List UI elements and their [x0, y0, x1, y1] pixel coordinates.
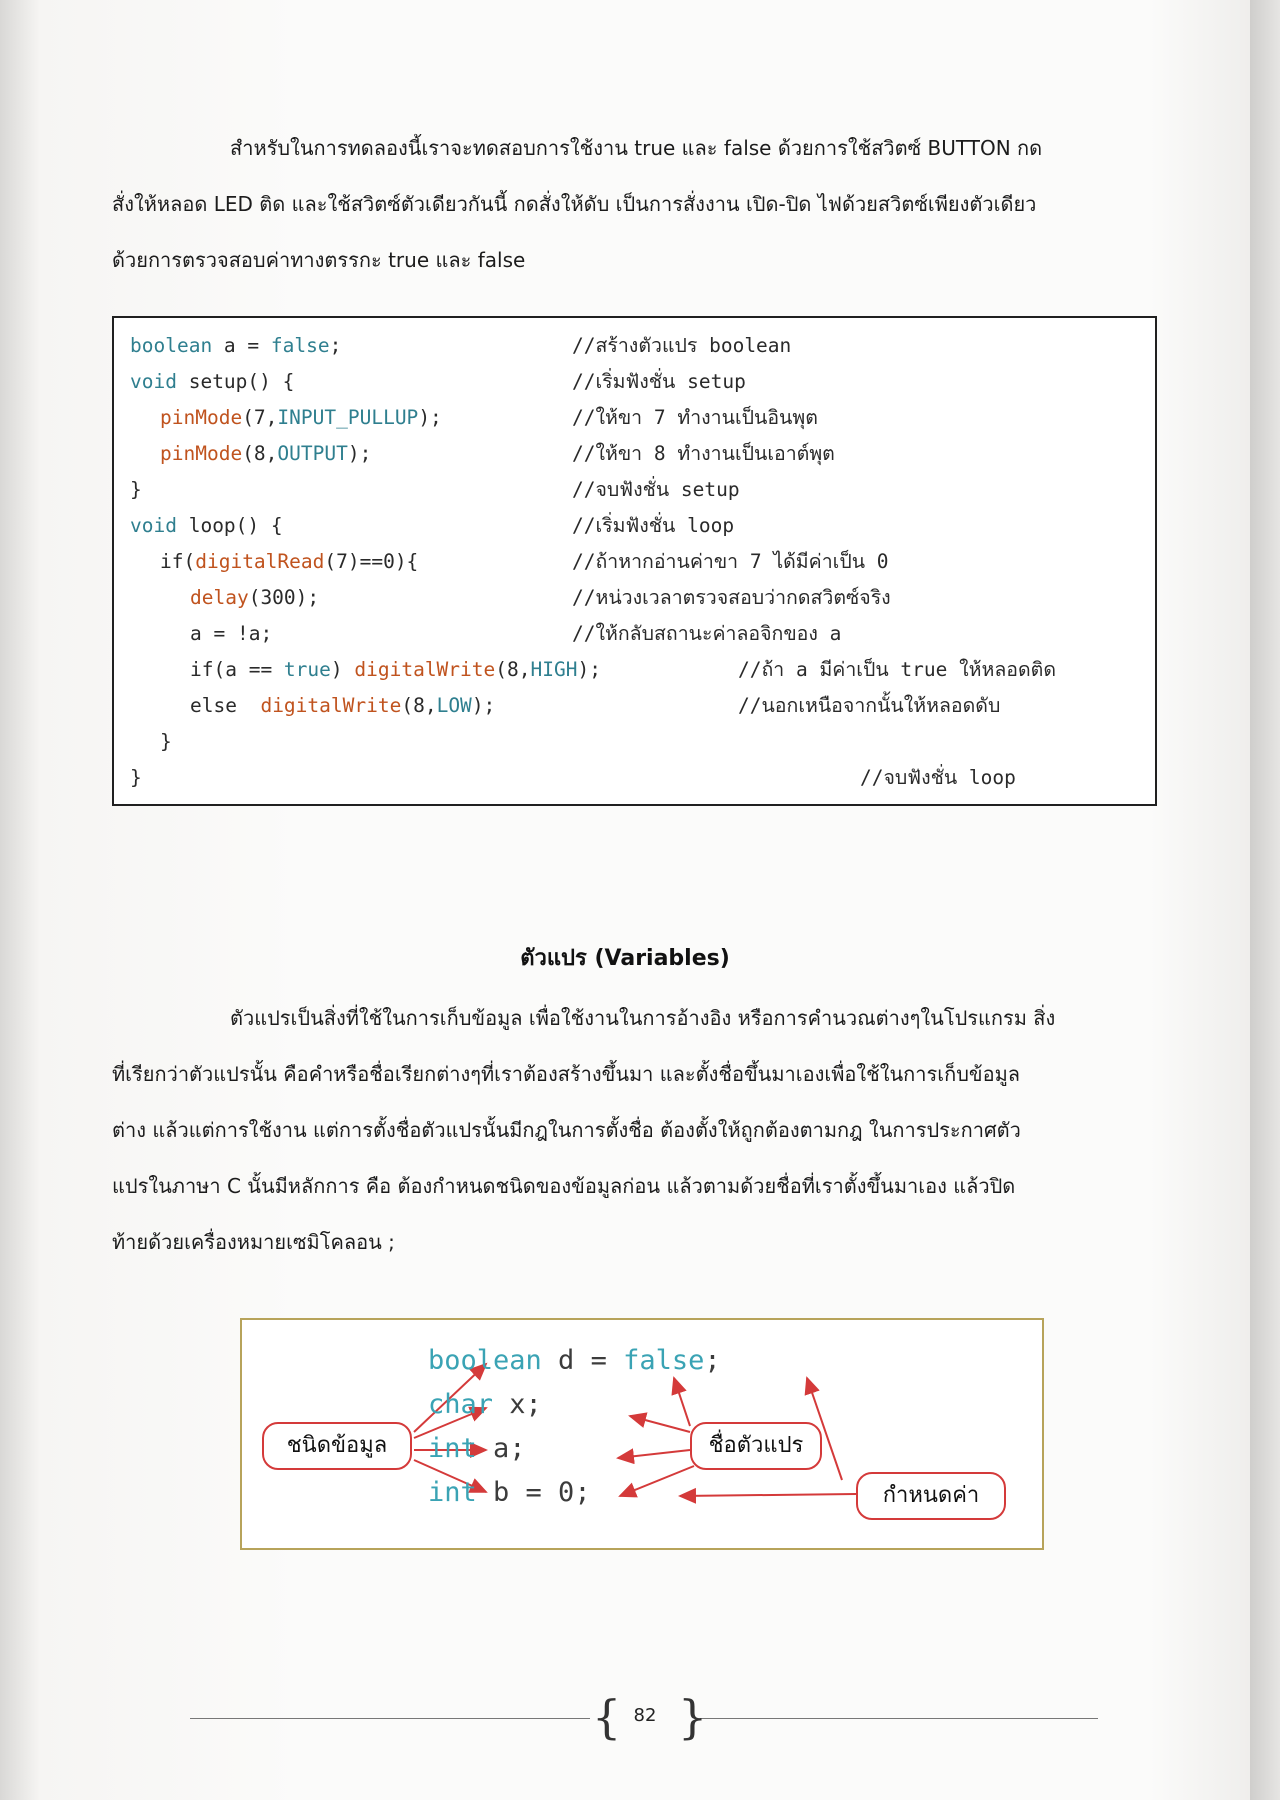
code-line-10: if(a == true) digitalWrite(8,HIGH);	[190, 658, 601, 681]
section-para-4: แปรในภาษา C นั้นมีหลักการ คือ ต้องกำหนดชนิดของข้อมูลก่อน แล้วตามด้วยชื่อที่เราตั้งขึ้นมาเอง แล้วปิด	[112, 1174, 1016, 1198]
code-line-9: a = !a;	[190, 622, 273, 645]
code-comment-11: //นอกเหนือจากนั้นให้หลอดดับ	[738, 694, 1001, 717]
arrow-name-d	[674, 1378, 690, 1426]
label-assign-value: กำหนดค่า	[856, 1472, 1006, 1520]
diagram-line-int-b: int b = 0;	[428, 1477, 591, 1508]
section-heading: ตัวแปร (Variables)	[520, 946, 730, 971]
intro-line-2: สั่งให้หลอด LED ติด และใช้สวิตซ์ตัวเดียวกันนี้ กดสั่งให้ดับ เป็นการสั่งงาน เปิด-ปิด ไฟด้วยสวิตซ์เพียงตัวเดียว	[112, 192, 1037, 216]
arrow-value-zero	[680, 1494, 856, 1496]
code-comment-10: //ถ้า a มีค่าเป็น true ให้หลอดติด	[738, 658, 1056, 681]
code-line-8: delay(300);	[190, 586, 320, 609]
diagram-line-char: char x;	[428, 1389, 542, 1420]
footer-brace-left: {	[592, 1690, 622, 1744]
section-para-5: ท้ายด้วยเครื่องหมายเซมิโคลอน ;	[112, 1230, 395, 1254]
code-comment-4: //ให้ขา 8 ทำงานเป็นเอาต์พุต	[572, 442, 835, 465]
footer-rule-left	[190, 1718, 590, 1719]
arrow-name-a	[618, 1450, 690, 1458]
code-line-11: else digitalWrite(8,LOW);	[190, 694, 496, 717]
label-data-type: ชนิดข้อมูล	[262, 1422, 412, 1470]
code-comment-13: //จบฟังชั่น loop	[860, 766, 1016, 789]
code-comment-3: //ให้ขา 7 ทำงานเป็นอินพุต	[572, 406, 818, 429]
section-para-1: ตัวแปรเป็นสิ่งที่ใช้ในการเก็บข้อมูล เพื่อใช้งานในการอ้างอิง หรือการคำนวณต่างๆในโปรแกรม สิ่ง	[230, 1006, 1056, 1030]
footer-rule-right	[700, 1718, 1098, 1719]
intro-line-1: สำหรับในการทดลองนี้เราจะทดสอบการใช้งาน true และ false ด้วยการใช้สวิตซ์ BUTTON กด	[230, 136, 1043, 160]
section-para-2: ที่เรียกว่าตัวแปรนั้น คือคำหรือชื่อเรียกต่างๆที่เราต้องสร้างขึ้นมา และตั้งชื่อขึ้นมาเองเพื่อใช้ในการเก็บข้อมูล	[112, 1062, 1021, 1086]
code-comment-2: //เริ่มฟังชั่น setup	[572, 370, 746, 393]
code-line-12: }	[160, 730, 172, 753]
code-comment-8: //หน่วงเวลาตรวจสอบว่ากดสวิตซ์จริง	[572, 586, 891, 609]
code-listing	[112, 316, 1157, 806]
variable-declaration-diagram	[240, 1318, 1044, 1550]
code-comment-1: //สร้างตัวแปร boolean	[572, 334, 792, 357]
diagram-line-int-a: int a;	[428, 1433, 526, 1464]
arrow-name-x	[630, 1416, 690, 1432]
code-comment-5: //จบฟังชั่น setup	[572, 478, 740, 501]
page-number: 82	[633, 1705, 657, 1726]
code-line-3: pinMode(7,INPUT_PULLUP);	[160, 406, 442, 429]
intro-line-3: ด้วยการตรวจสอบค่าทางตรรกะ true และ false	[112, 248, 526, 272]
code-line-7: if(digitalRead(7)==0){	[160, 550, 419, 573]
code-line-4: pinMode(8,OUTPUT);	[160, 442, 372, 465]
diagram-line-boolean: boolean d = false;	[428, 1345, 721, 1376]
arrow-name-b	[620, 1466, 694, 1496]
footer-brace-right: }	[678, 1690, 708, 1744]
code-line-5: }	[130, 478, 142, 501]
code-line-2: void setup() {	[130, 370, 295, 393]
label-variable-name: ชื่อตัวแปร	[690, 1422, 822, 1470]
code-comment-6: //เริ่มฟังชั่น loop	[572, 514, 735, 537]
page-edge	[1250, 0, 1280, 1800]
code-line-1: boolean a = false;	[130, 334, 342, 357]
code-line-6: void loop() {	[130, 514, 283, 537]
code-comment-7: //ถ้าหากอ่านค่าขา 7 ได้มีค่าเป็น 0	[572, 550, 889, 573]
section-para-3: ต่าง แล้วแต่การใช้งาน แต่การตั้งชื่อตัวแปรนั้นมีกฎในการตั้งชื่อ ต้องตั้งให้ถูกต้องตามกฎ ในการประกาศตัว	[112, 1118, 1021, 1142]
code-comment-9: //ให้กลับสถานะค่าลอจิกของ a	[572, 622, 842, 645]
code-line-13: }	[130, 766, 142, 789]
